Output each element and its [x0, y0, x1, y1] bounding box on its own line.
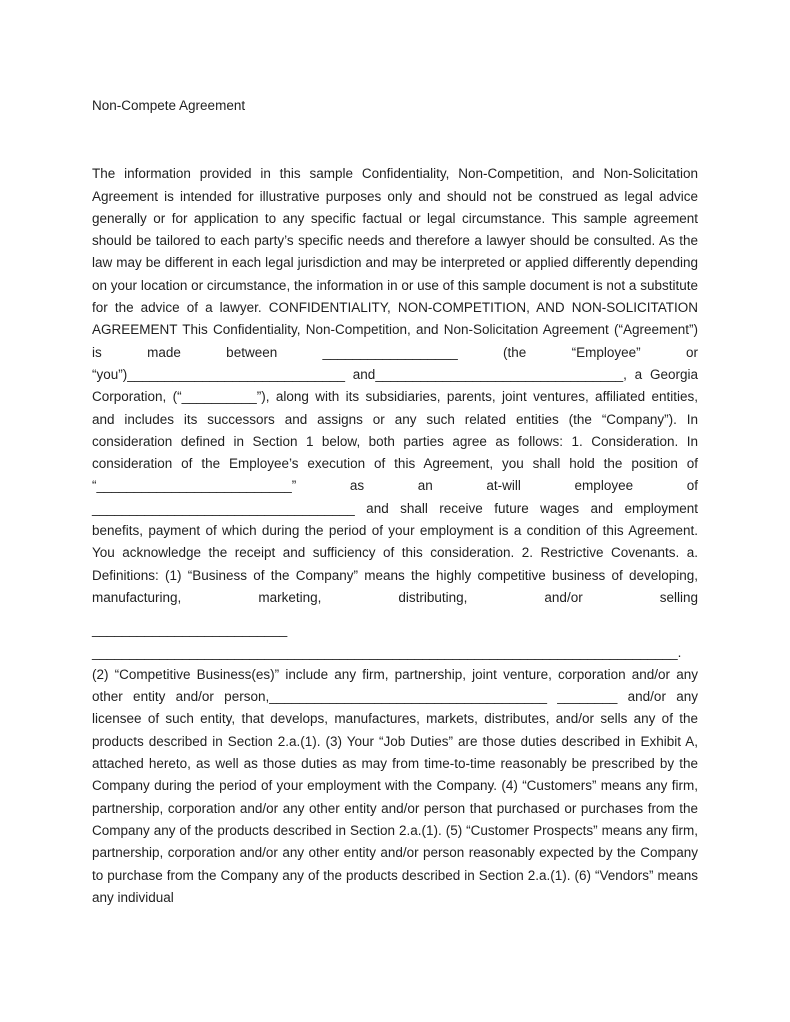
paragraph-disclaimer-and-agreement: The information provided in this sample Confidentiality, Non-Competition, and Non-Solicitation Agreement is intended for illustrative purposes only and should not be construed as legal advice generally or for application to any specific factual or legal circumstance. This sample agreement should be tailored to each party’s specific needs and therefore a lawyer should be consulted. As the law may be different in each legal jurisdiction and may be interpreted or applied differently depending on your location or circumstance, the information in or use of this sample document is not a substitute for the advice of a lawyer. CONFIDENTIALITY, NON-COMPETITION, AND NON-SOLICITATION AGREEMENT This Confidentiality, Non-Competition, and Non-Solicitation Agreement (“Agreement”) is made between __________________ (the “Employee” or “you”)_____________________________ and_________________________________, a Georgia Corporation, (“__________”), along with its subsidiaries, parents, joint ventures, affiliated entities, and includes its successors and assigns or any such related entities (the “Company”). In consideration defined in Section 1 below, both parties agree as follows: 1. Consideration. In consideration of the Employee’s execution of this Agreement, you shall hold the position of “__________________________” as an at-will employee of ___________________________________ and shall receive future wages and employment benefits, payment of which during the period of your employment is a condition of this Agreement. You acknowledge the receipt and sufficiency of this consideration. 2. Restrictive Covenants. a. Definitions: (1) “Business of the Company” means the highly competitive business of developing, manufacturing, marketing, distributing, and/or selling	[92, 166, 698, 605]
fill-in-blank-line-short: __________________________	[92, 622, 288, 638]
fill-in-blank-line-full: ______________________________________________________________________________.	[92, 644, 682, 660]
paragraph-definitions: (2) “Competitive Business(es)” include any firm, partnership, joint venture, corporation and/or any other entity and/or person,_____________________________________ ________ and/or any licensee of such entity, that develops, manufactures, markets, distributes, and/or sells any of the products described in Section 2.a.(1). (3) Your “Job Duties” are those duties described in Exhibit A, attached hereto, as well as those duties as may from time-to-time reasonably be prescribed by the Company during the period of your employment with the Company. (4) “Customers” means any firm, partnership, corporation and/or any other entity and/or person that purchased or purchases from the Company any of the products described in Section 2.a.(1). (5) “Customer Prospects” means any firm, partnership, corporation and/or any other entity and/or person reasonably expected by the Company to purchase from the Company any of the products described in Section 2.a.(1). (6) “Vendors” means any individual	[92, 666, 698, 905]
document-title: Non-Compete Agreement	[92, 98, 246, 113]
document-content	[92, 95, 698, 909]
